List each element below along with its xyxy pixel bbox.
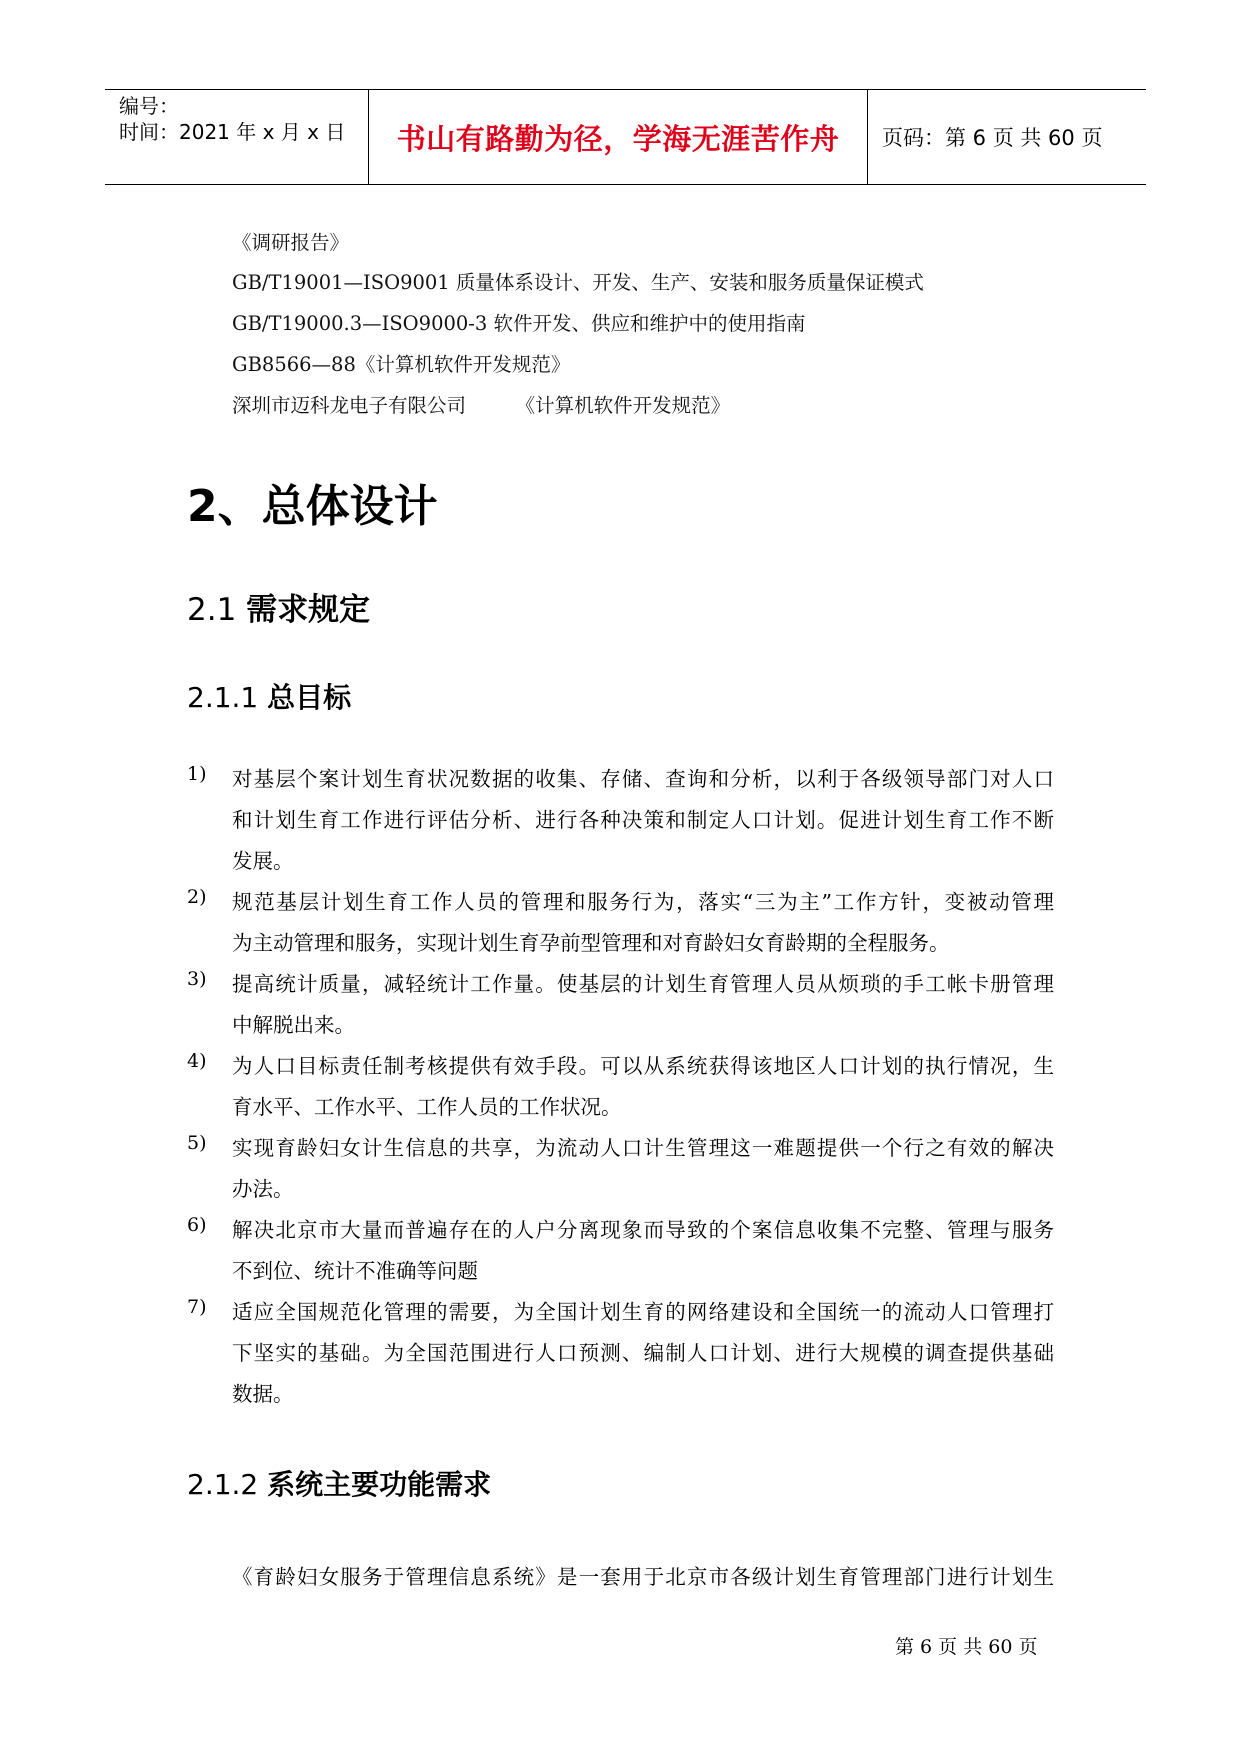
list-line: 数据。	[232, 1382, 294, 1406]
section-heading-3-goals	[187, 676, 351, 716]
reference-item: 《调研报告》	[232, 231, 350, 254]
heading-number: 2.1	[187, 592, 237, 628]
list-number: 5)	[187, 1132, 207, 1154]
header-meta-cell	[105, 90, 369, 184]
heading-number: 2.1.1	[187, 681, 259, 714]
header-page-info: 页码：第 6 页 共 60 页	[882, 126, 1103, 150]
list-line: 实现育龄妇女计生信息的共享，为流动人口计生管理这一难题提供一个行之有效的解决	[232, 1136, 1054, 1160]
list-line: 办法。	[232, 1177, 294, 1201]
list-line: 规范基层计划生育工作人员的管理和服务行为，落实“三为主”工作方针，变被动管理	[232, 890, 1054, 914]
list-line: 为人口目标责任制考核提供有效手段。可以从系统获得该地区人口计划的执行情况，生	[232, 1054, 1054, 1078]
list-line: 适应全国规范化管理的需要，为全国计划生育的网络建设和全国统一的流动人口管理打	[232, 1300, 1054, 1324]
heading-text: 总目标	[267, 681, 352, 714]
list-line: 解决北京市大量而普遍存在的人户分离现象而导致的个案信息收集不完整、管理与服务	[232, 1218, 1054, 1242]
list-number: 7)	[187, 1296, 207, 1318]
section-heading-1: 2、总体设计	[187, 481, 438, 532]
heading-text: 系统主要功能需求	[267, 1468, 492, 1501]
list-line: 为主动管理和服务，实现计划生育孕前型管理和对育龄妇女育龄期的全程服务。	[232, 931, 950, 955]
list-number: 2)	[187, 886, 207, 908]
document-header	[105, 89, 1146, 185]
list-number: 4)	[187, 1050, 207, 1072]
reference-item: GB/T19000.3—ISO9000-3 软件开发、供应和维护中的使用指南	[232, 312, 806, 335]
header-page-cell	[868, 90, 1146, 184]
document-time-label: 时间：2021 年 x 月 x 日	[119, 120, 346, 144]
list-number: 3)	[187, 968, 207, 990]
header-motto-cell	[369, 90, 868, 184]
reference-item: GB8566—88《计算机软件开发规范》	[232, 353, 571, 376]
list-line: 中解脱出来。	[232, 1013, 355, 1037]
list-line: 发展。	[232, 849, 294, 873]
list-line: 对基层个案计划生育状况数据的收集、存储、查询和分析，以利于各级领导部门对人口	[232, 767, 1054, 791]
list-line: 育水平、工作水平、工作人员的工作状况。	[232, 1095, 622, 1119]
list-line: 提高统计质量，减轻统计工作量。使基层的计划生育管理人员从烦琐的手工帐卡册管理	[232, 972, 1054, 996]
section-heading-2	[187, 584, 370, 629]
motto-text: 书山有路勤为径，学海无涯苦作舟	[396, 121, 840, 156]
list-number: 6)	[187, 1214, 207, 1236]
list-number: 1)	[187, 763, 207, 785]
list-line: 不到位、统计不准确等问题	[232, 1259, 478, 1283]
reference-item: GB/T19001—ISO9001 质量体系设计、开发、生产、安装和服务质量保证模式	[232, 271, 924, 294]
heading-number: 2.1.2	[187, 1468, 259, 1501]
list-line: 和计划生育工作进行评估分析、进行各种决策和制定人口计划。促进计划生育工作不断	[232, 808, 1054, 832]
intro-paragraph: 《育龄妇女服务于管理信息系统》是一套用于北京市各级计划生育管理部门进行计划生	[232, 1565, 1054, 1589]
section-heading-3-functions	[187, 1463, 491, 1503]
document-number-label: 编号：	[119, 94, 179, 118]
page-footer: 第 6 页 共 60 页	[895, 1636, 1038, 1658]
list-line: 下坚实的基础。为全国范围进行人口预测、编制人口计划、进行大规模的调查提供基础	[232, 1341, 1054, 1365]
reference-item: 深圳市迈科龙电子有限公司 《计算机软件开发规范》	[232, 394, 731, 417]
heading-text: 需求规定	[246, 592, 371, 628]
